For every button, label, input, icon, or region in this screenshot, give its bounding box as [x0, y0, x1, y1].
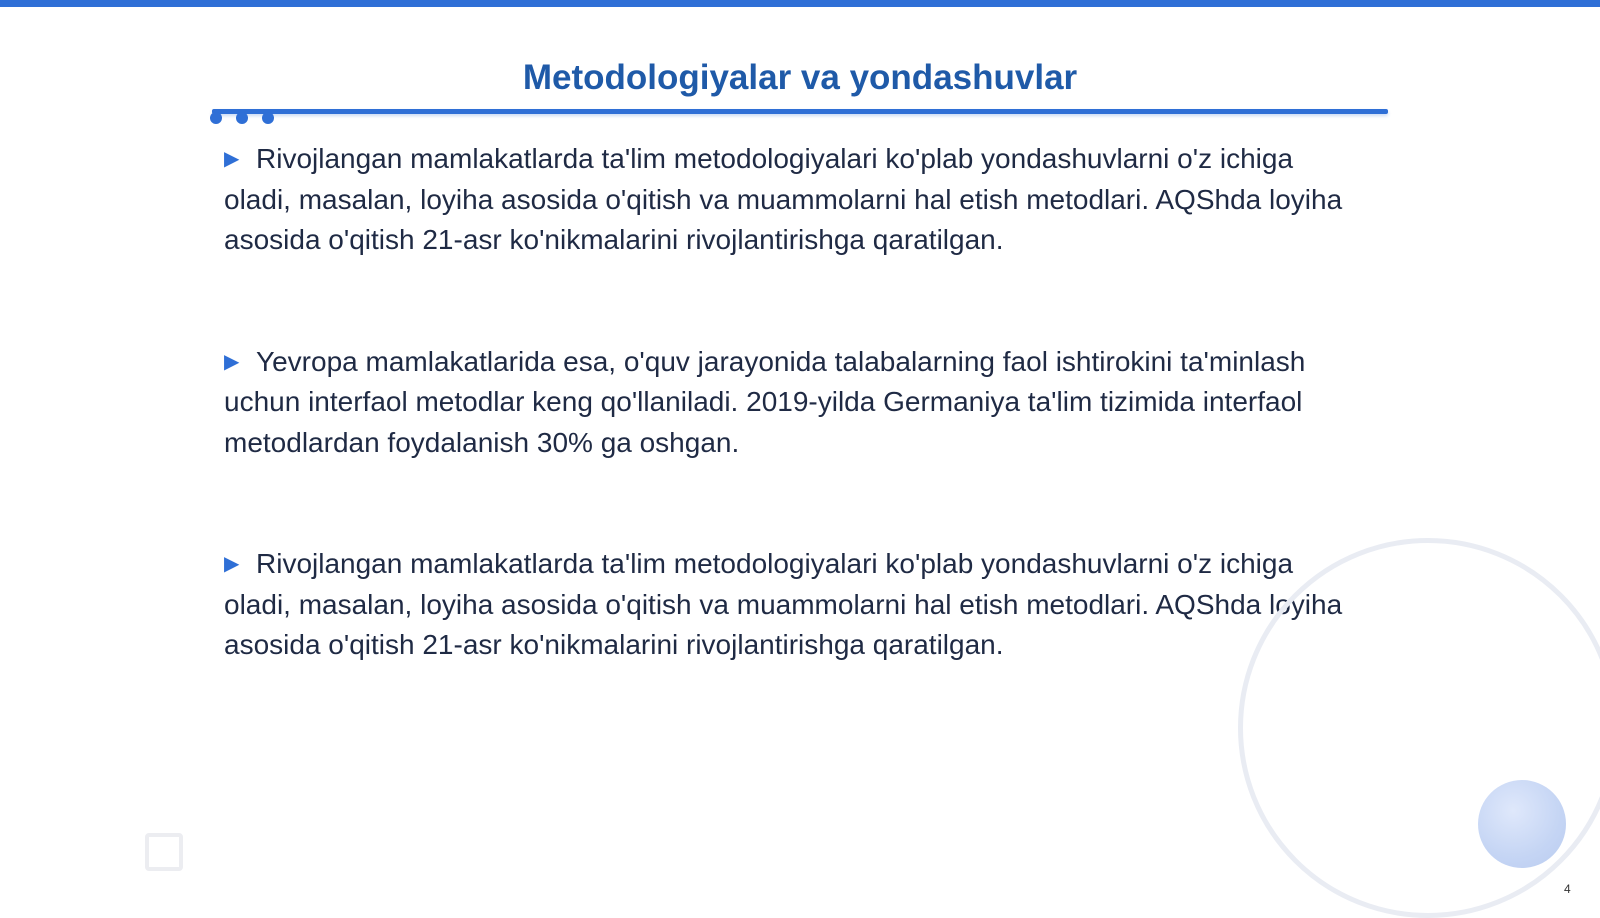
bullet-list [224, 139, 1354, 666]
title-underline [212, 109, 1388, 114]
triangle-right-icon: ▶ [224, 148, 240, 170]
triangle-right-icon: ▶ [224, 350, 240, 373]
bullet-text: Yevropa mamlakatlarida esa, o'quv jarayonida talabalarning faol ishtirokini ta'minlash uchun interfaol metodlar keng qo'llaniladi. 2019-yilda Germaniya ta'lim tizimida interfaol metodlardan foydalanish 30% ga oshgan. [224, 345, 1306, 458]
bullet-item [224, 544, 1354, 666]
decor-dot [210, 112, 222, 124]
decor-circle [1478, 780, 1566, 868]
decor-dot [262, 112, 274, 124]
triangle-right-icon: ▶ [224, 553, 240, 575]
decor-dot [236, 112, 248, 124]
top-accent-bar [0, 0, 1600, 7]
bullet-text: Rivojlangan mamlakatlarda ta'lim metodologiyalari ko'plab yondashuvlarni o'z ichiga oladi, masalan, loyiha asosida o'qitish va muammolarni hal etish metodlari. AQShda loyiha asosida o'qitish 21-asr ko'nikmalarini rivojlantirishga qaratilgan. [224, 548, 1343, 660]
slide-title: Metodologiyalar va yondashuvlar [522, 58, 1078, 97]
title-underline-dots [210, 112, 274, 124]
decor-square [145, 833, 183, 871]
bullet-item [224, 342, 1354, 464]
bullet-text: Rivojlangan mamlakatlarda ta'lim metodologiyalari ko'plab yondashuvlarni o'z ichiga oladi, masalan, loyiha asosida o'qitish va muammolarni hal etish metodlari. AQShda loyiha asosida o'qitish 21-asr ko'nikmalarini rivojlantirishga qaratilgan. [224, 143, 1343, 255]
bullet-item [224, 139, 1354, 261]
page-number: 4 [1564, 882, 1571, 896]
